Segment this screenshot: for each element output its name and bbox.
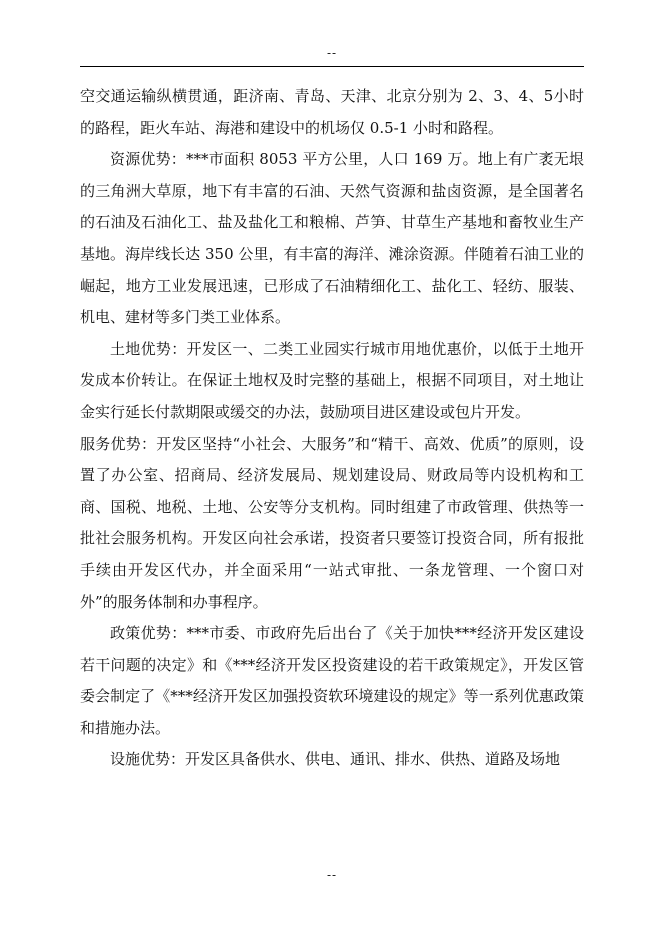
- paragraph-policy-advantage: 政策优势：***市委、市政府先后出台了《关于加快***经济开发区建设若干问题的决定》和《***经济开发区投资建设的若干政策规定》，开发区管委会制定了《***经济开发区加强投资软环境建设的规定》等一系列优惠政策和措施办法。: [80, 624, 584, 737]
- page-header: [80, 0, 584, 67]
- paragraph-land-advantage: 土地优势：开发区一、二类工业园实行城市用地优惠价，以低于土地开发成本价转让。在保证土地权及时完整的基础上，根据不同项目，对土地让金实行延长付款期限或缓交的办法，鼓励项目进区建设或包片开发。: [80, 339, 584, 421]
- paragraph-service-advantage: 服务优势：开发区坚持“小社会、大服务”和“精干、高效、优质”的原则，设置了办公室、招商局、经济发展局、规划建设局、财政局等内设机构和工商、国税、地税、土地、公安等分支机构。同时组建了市政管理、供热等一批社会服务机构。开发区向社会承诺，投资者只要签订投资合同，所有报批手续由开发区代办，并全面采用“一站式审批、一条龙管理、一个窗口对外”的服务体制和办事程序。: [80, 434, 584, 611]
- header-mark: --: [326, 46, 338, 60]
- paragraph-resource-advantage: 资源优势：***市面积 8053 平方公里，人口 169 万。地上有广袤无垠的三角洲大草原，地下有丰富的石油、天然气资源和盐卤资源，是全国著名的石油及石油化工、盐及盐化工和粮棉、芦笋、甘草生产基地和畜牧业生产基地。海岸线长达 350 公里，有丰富的海洋、滩涂资源。伴随着石油工业的崛起，地方工业发展迅速，已形成了石油精细化工、盐化工、轻纺、服装、机电、建材等多门类工业体系。: [80, 150, 584, 327]
- paragraph-transport: 空交通运输纵横贯通，距济南、青岛、天津、北京分别为 2、3、4、5小时的路程，距火车站、海港和建设中的机场仅 0.5-1 小时和路程。: [80, 87, 584, 137]
- document-body: [80, 81, 584, 776]
- page-footer-mark: --: [326, 868, 338, 882]
- paragraph-facility-advantage: 设施优势：开发区具备供水、供电、通讯、排水、供热、道路及场地: [110, 750, 561, 769]
